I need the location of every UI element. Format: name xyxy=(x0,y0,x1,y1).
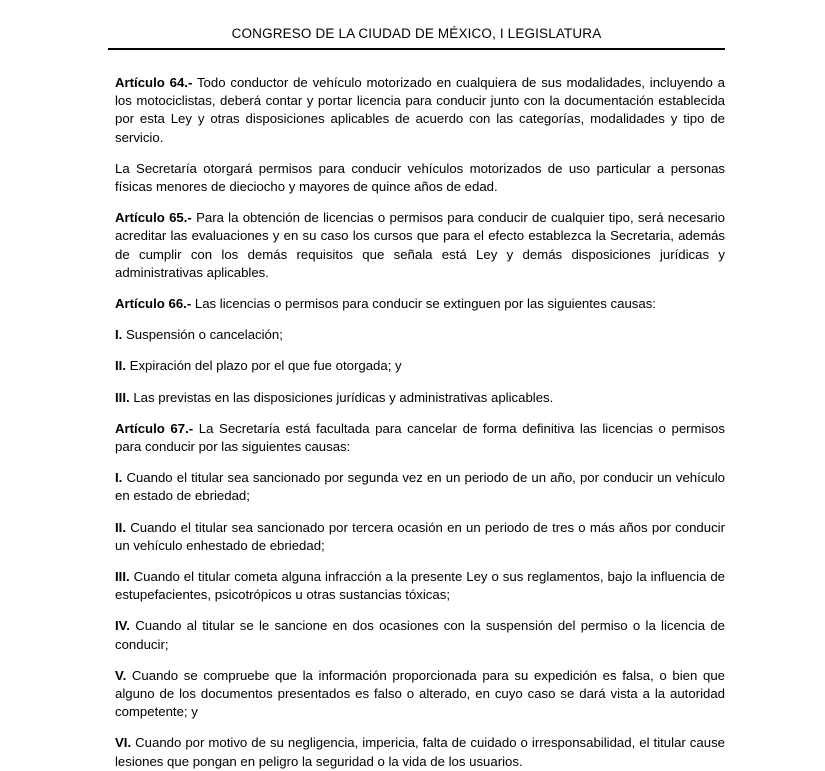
articulo-67-fraccion-iii xyxy=(115,568,725,604)
paragraph-text: La Secretaría está facultada para cancelar de forma definitiva las licencias o permisos para conducir por las siguientes causas: xyxy=(115,420,725,455)
articulo-67-fraccion-ii xyxy=(115,519,725,555)
article-label: Artículo 65.- xyxy=(115,210,192,226)
fraction-number: I. xyxy=(115,327,123,343)
paragraph-text: Las previstas en las disposiciones jurídicas y administrativas aplicables. xyxy=(129,389,554,405)
paragraph-text: Para la obtención de licencias o permisos para conducir de cualquier tipo, será necesario acreditar las evaluaciones y en su caso los cursos que para el efecto establezca la Secretaria, además de cumplir con los demás requisitos que señala está Ley y demás disposiciones jurídicas y administrativas aplicables. xyxy=(115,210,725,280)
articulo-67 xyxy=(115,420,725,456)
page-header xyxy=(108,26,725,58)
article-label: Artículo 64.- xyxy=(115,75,193,90)
articulo-64 xyxy=(115,74,725,147)
paragraph-text: Cuando el titular cometa alguna infracción a la presente Ley o sus reglamentos, bajo la influencia de estupefacientes, psicotrópicos u otras sustancias tóxicas; xyxy=(115,569,725,603)
paragraph-text: Cuando al titular se le sancione en dos ocasiones con la suspensión del permiso o la licencia de conducir; xyxy=(115,618,725,652)
paragraph-text: Las licencias o permisos para conducir se extinguen por las siguientes causas: xyxy=(191,296,656,312)
paragraph-text: Cuando se compruebe que la información proporcionada para su expedición es falsa, o bien que alguno de los documentos presentados es falso o alterado, en cuyo caso se dará vista a la autoridad competente; y xyxy=(115,667,725,720)
articulo-66 xyxy=(115,295,725,313)
paragraph-text: Cuando el titular sea sancionado por tercera ocasión en un periodo de tres o más años por conducir un vehículo enhestado de ebriedad; xyxy=(115,519,725,553)
paragraph-text: Expiración del plazo por el que fue otorgada; y xyxy=(126,358,402,374)
document-body xyxy=(115,74,725,771)
fraction-number: V. xyxy=(115,667,127,683)
fraction-number: IV. xyxy=(115,618,130,634)
articulo-66-fraccion-ii xyxy=(115,357,725,375)
articulo-66-fraccion-i xyxy=(115,326,725,344)
articulo-66-fraccion-iii xyxy=(115,389,725,407)
articulo-67-fraccion-i xyxy=(115,469,725,505)
paragraph-text: Cuando el titular sea sancionado por segunda vez en un periodo de un año, por conducir un vehículo en estado de ebriedad; xyxy=(115,470,725,504)
page-title: CONGRESO DE LA CIUDAD DE MÉXICO, I LEGISLATURA xyxy=(231,26,602,41)
articulo-64-parrafo-2 xyxy=(115,160,725,196)
fraction-number: II. xyxy=(115,519,126,535)
paragraph-text: Suspensión o cancelación; xyxy=(122,327,283,343)
articulo-67-fraccion-v xyxy=(115,667,725,722)
paragraph-text: Cuando por motivo de su negligencia, impericia, falta de cuidado o irresponsabilidad, el titular cause lesiones que pongan en peligro la seguridad o la vida de los usuarios. xyxy=(115,735,725,769)
articulo-67-fraccion-vi xyxy=(115,734,725,770)
paragraph-text: La Secretaría otorgará permisos para conducir vehículos motorizados de uso particular a personas físicas menores de dieciocho y mayores de quince años de edad. xyxy=(115,160,725,195)
article-label: Artículo 66.- xyxy=(115,296,192,312)
articulo-65 xyxy=(115,209,725,282)
paragraph-text: Todo conductor de vehículo motorizado en cualquiera de sus modalidades, incluyendo a los motociclistas, deberá contar y portar licencia para conducir junto con la documentación establecida por esta Ley y otras disposiciones aplicables de acuerdo con las categorías, modalidades y tipo de servicio. xyxy=(115,75,725,145)
articulo-67-fraccion-iv xyxy=(115,617,725,653)
fraction-number: III. xyxy=(115,389,130,405)
fraction-number: I. xyxy=(115,470,123,486)
article-label: Artículo 67.- xyxy=(115,420,194,436)
fraction-number: VI. xyxy=(115,735,132,751)
fraction-number: II. xyxy=(115,358,126,374)
header-divider xyxy=(108,48,725,50)
fraction-number: III. xyxy=(115,569,130,585)
